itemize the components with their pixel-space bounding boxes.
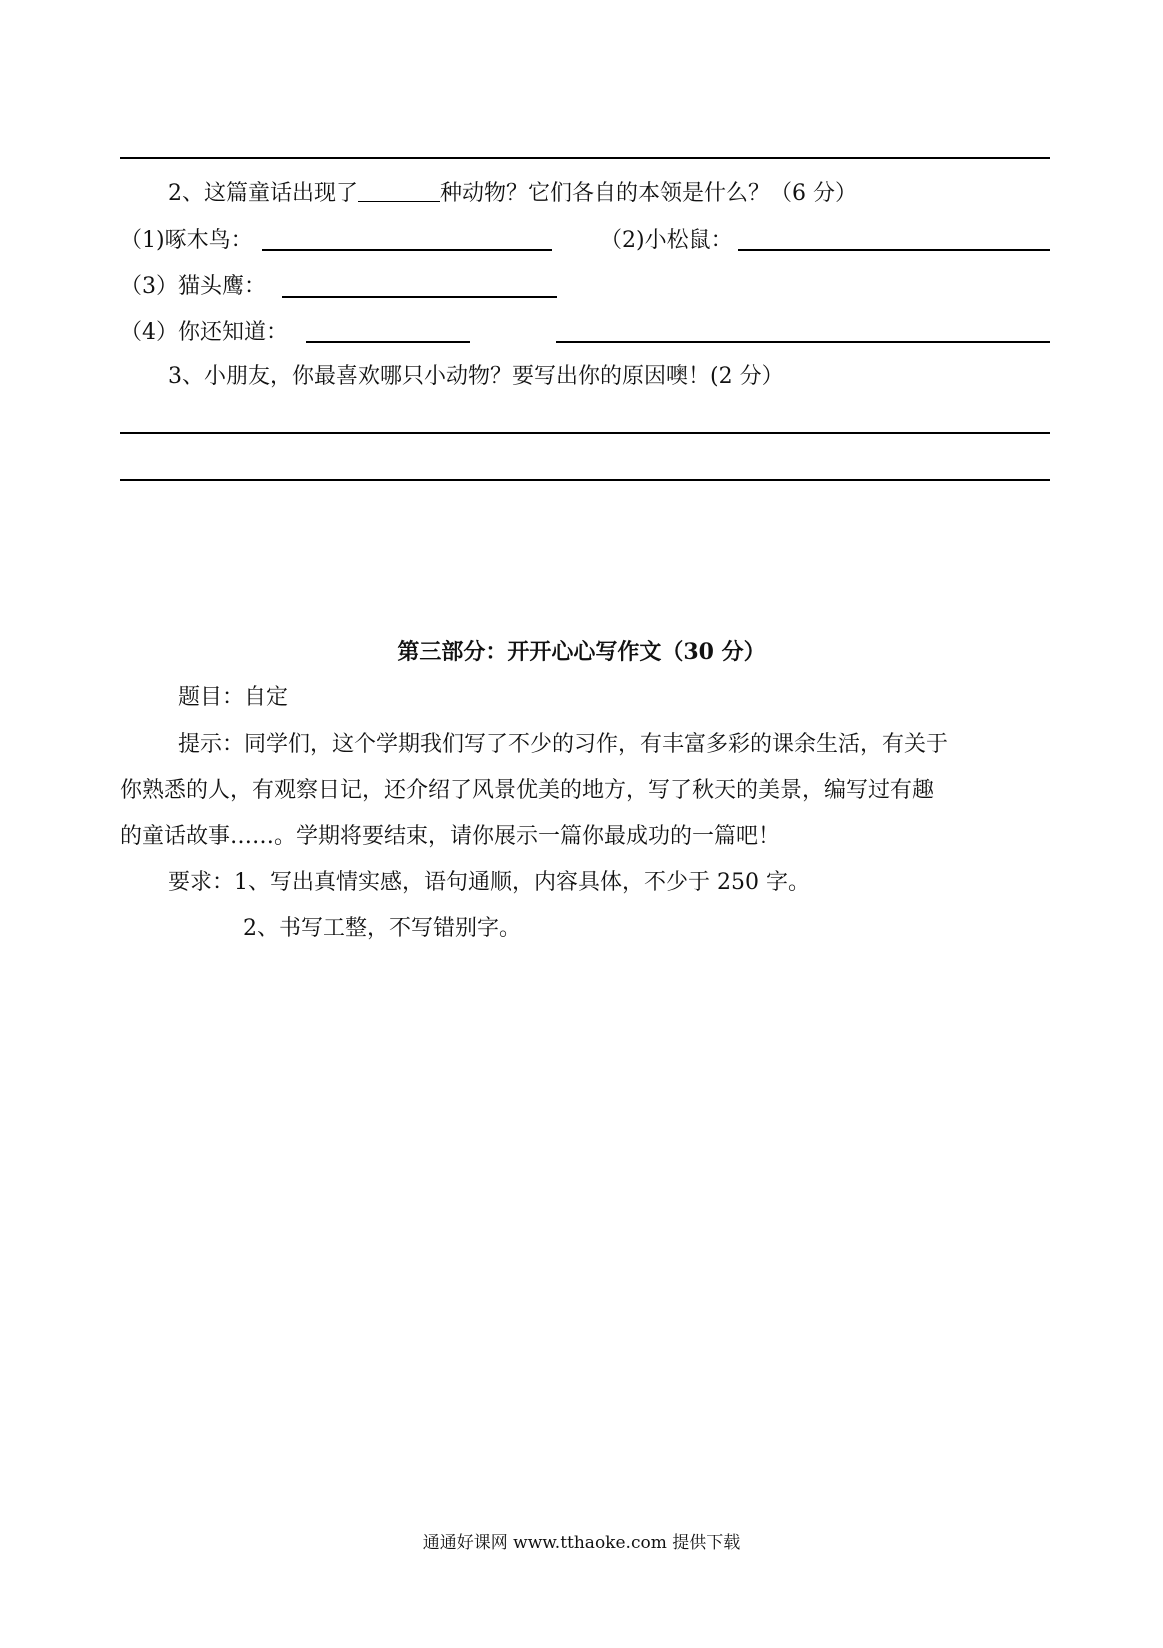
essay-hint-line-2: 你熟悉的人，有观察日记，还介绍了风景优美的地方，写了秋天的美景，编写过有趣 xyxy=(120,778,935,803)
question-2-text-after: 种动物？它们各自的本领是什么？（6 分） xyxy=(440,181,857,206)
essay-requirement-1-text: 1、写出真情实感，语句通顺，内容具体，不少于 250 字。 xyxy=(234,870,810,895)
item-squirrel-answer-line[interactable] xyxy=(738,249,1050,251)
section-3-heading: 第三部分：开开心心写作文（30 分） xyxy=(397,639,766,665)
essay-hint-line-1 xyxy=(178,730,948,760)
question-2-blank[interactable] xyxy=(358,179,440,202)
essay-hint-text-1: 同学们，这个学期我们写了不少的习作，有丰富多彩的课余生活，有关于 xyxy=(244,732,949,757)
item-other-answer-line-2[interactable] xyxy=(556,341,1050,343)
page-footer: 通通好课网 www.tthaoke.com 提供下载 xyxy=(422,1533,741,1553)
essay-hint-label: 提示： xyxy=(178,732,245,757)
question-3-answer-line-2[interactable] xyxy=(120,479,1050,481)
question-3: 3、小朋友，你最喜欢哪只小动物？要写出你的原因噢！(2 分） xyxy=(168,364,784,389)
question-2-text-before: 2、这篇童话出现了 xyxy=(168,181,358,206)
essay-requirement-label: 要求： xyxy=(168,870,235,895)
item-other-label: （4）你还知道： xyxy=(120,320,288,345)
item-squirrel-label: （2)小松鼠： xyxy=(600,228,733,253)
item-owl-answer-line[interactable] xyxy=(282,296,557,298)
essay-topic: 题目：自定 xyxy=(178,685,289,710)
question-2 xyxy=(168,179,857,209)
question-3-answer-line-1[interactable] xyxy=(120,432,1050,434)
item-woodpecker-answer-line[interactable] xyxy=(262,249,552,251)
item-owl-label: （3）猫头鹰： xyxy=(120,274,266,299)
essay-requirement-2: 2、书写工整，不写错别字。 xyxy=(243,916,521,941)
answer-line-top xyxy=(120,157,1050,159)
essay-requirement-1 xyxy=(168,868,810,898)
item-other-answer-line-1[interactable] xyxy=(306,341,470,343)
essay-hint-line-3: 的童话故事……。学期将要结束，请你展示一篇你最成功的一篇吧！ xyxy=(120,824,781,849)
item-woodpecker-label: （1)啄木鸟： xyxy=(120,228,253,253)
